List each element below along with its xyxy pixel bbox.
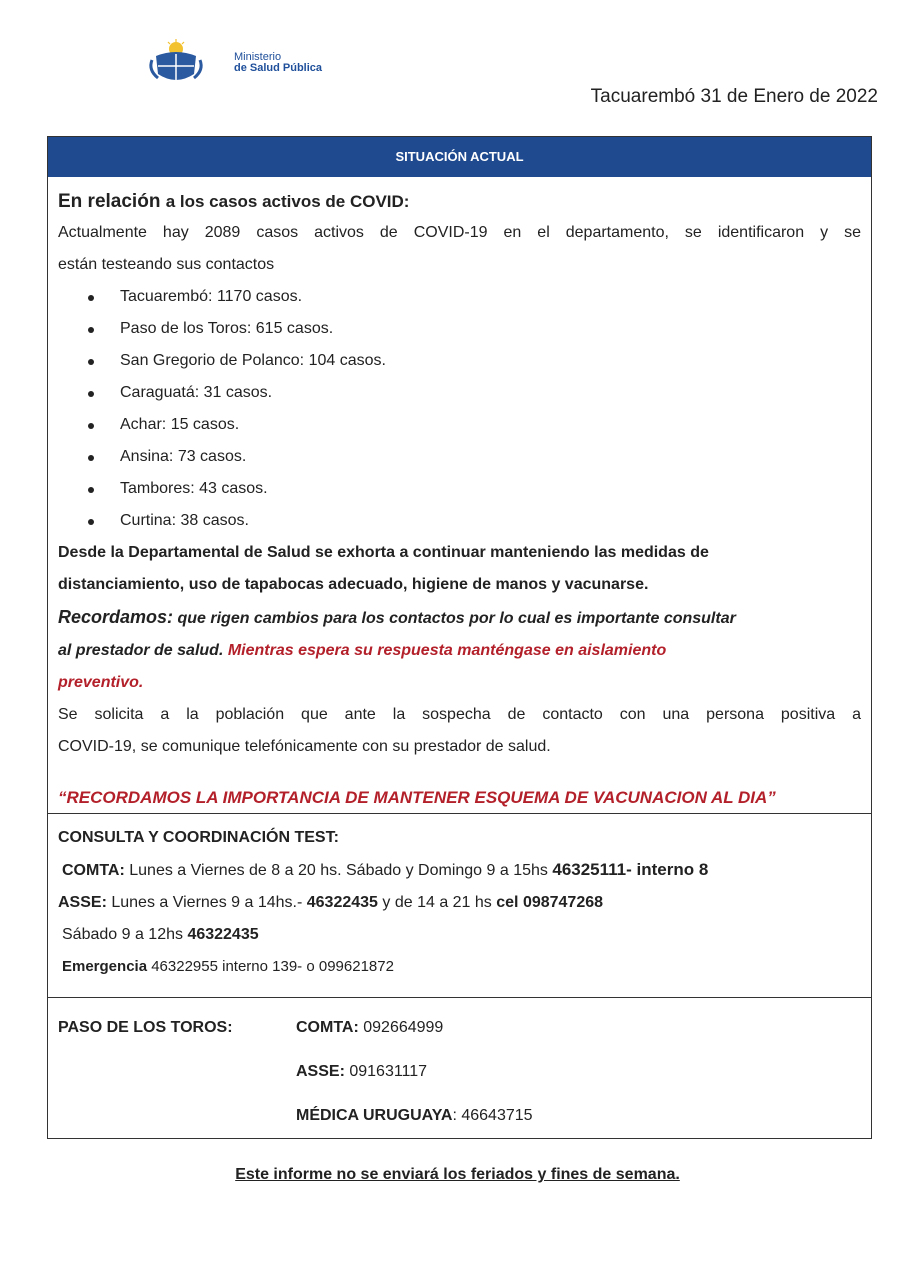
saturday-row: [58, 919, 861, 951]
exhort-line2: distanciamiento, uso de tapabocas adecuado, higiene de manos y vacunarse.: [58, 576, 649, 593]
comta-label: COMTA:: [62, 862, 125, 879]
report-date: Tacuarembó 31 de Enero de 2022: [590, 86, 878, 107]
consulta-title: CONSULTA Y COORDINACIÓN TEST:: [58, 829, 339, 846]
paso-medica: [296, 1094, 533, 1138]
list-item: Paso de los Toros: 615 casos.: [86, 313, 861, 345]
list-item: Tacuarembó: 1170 casos.: [86, 281, 861, 313]
comta-hours: Lunes a Viernes de 8 a 20 hs. Sábado y Domingo 9 a 15hs: [124, 862, 553, 879]
paso-comta-phone: 092664999: [358, 1019, 444, 1036]
recordamos-line2: [58, 635, 861, 667]
paso-comta: [296, 1006, 533, 1050]
ministry-line1: Ministerio: [234, 51, 282, 63]
asse-row: [58, 887, 861, 919]
uruguay-coat-of-arms-icon: [146, 38, 206, 88]
asse-label: ASSE:: [58, 894, 107, 911]
asse-hours2: y de 14 a 21 hs: [377, 894, 497, 911]
ministry-line2: de Salud Pública: [234, 62, 323, 74]
request-line1: Se solicita a la población que ante la sospecha de contacto con una persona positiva a: [58, 706, 861, 723]
active-cases-heading: [58, 187, 861, 217]
asse-hours1: Lunes a Viernes 9 a 14hs.-: [106, 894, 307, 911]
comta-row: [58, 854, 861, 887]
paso-medica-phone: : 46643715: [452, 1107, 533, 1124]
recordamos-line1: [58, 601, 861, 635]
heading-lead: En relación: [58, 191, 166, 212]
sat-phone: 46322435: [187, 926, 259, 943]
asse-phone1: 46322435: [306, 894, 378, 911]
isolation-warning: Mientras espera su respuesta manténgase en aislamiento: [227, 642, 667, 659]
emergency-text: 46322955 interno 139- o 099621872: [147, 958, 394, 975]
heading-rest: a los casos activos de COVID:: [165, 192, 410, 211]
section-banner: SITUACIÓN ACTUAL: [48, 137, 871, 177]
paso-asse: [296, 1050, 533, 1094]
list-item: San Gregorio de Polanco: 104 casos.: [86, 345, 861, 377]
paso-label: PASO DE LOS TOROS:: [58, 1019, 233, 1036]
paso-contacts: [296, 1006, 533, 1138]
consulta-section: [48, 813, 871, 997]
exhort-line1: Desde la Departamental de Salud se exhorta a continuar manteniendo las medidas de: [58, 544, 709, 561]
list-item: Tambores: 43 casos.: [86, 473, 861, 505]
comta-phone: 46325111- interno 8: [552, 860, 709, 879]
paso-asse-label: ASSE:: [296, 1063, 345, 1080]
list-item: Achar: 15 casos.: [86, 409, 861, 441]
report-frame: [47, 136, 872, 1139]
emergency-label: Emergencia: [62, 958, 148, 975]
active-cases-section: [48, 177, 871, 813]
recordamos-word: Recordamos:: [58, 607, 174, 627]
recordamos-text2: al prestador de salud.: [58, 642, 228, 659]
ministry-logo: [146, 38, 322, 88]
paso-comta-label: COMTA:: [296, 1019, 359, 1036]
footer-note: Este informe no se enviará los feriados y fines de semana.: [235, 1166, 680, 1183]
sat-hours: Sábado 9 a 12hs: [62, 926, 188, 943]
asse-cel: cel 098747268: [496, 894, 604, 911]
intro-line1: Actualmente hay 2089 casos activos de COVID-19 en el departamento, se identificaron y se: [58, 224, 861, 241]
intro-line2: están testeando sus contactos: [58, 256, 275, 273]
list-item: Curtina: 38 casos.: [86, 505, 861, 537]
paso-medica-label: MÉDICA URUGUAYA: [296, 1107, 453, 1124]
list-item: Caraguatá: 31 casos.: [86, 377, 861, 409]
list-item: Ansina: 73 casos.: [86, 441, 861, 473]
request-line2: COVID-19, se comunique telefónicamente con su prestador de salud.: [58, 738, 551, 755]
paso-section: [48, 997, 871, 1138]
isolation-warning-end: preventivo.: [58, 674, 144, 691]
emergency-row: [58, 951, 861, 983]
paso-asse-phone: 091631117: [344, 1063, 428, 1080]
vaccination-slogan: “RECORDAMOS LA IMPORTANCIA DE MANTENER ESQUEMA DE VACUNACION AL DIA”: [58, 788, 776, 807]
recordamos-text: que rigen cambios para los contactos por lo cual es importante consultar: [173, 610, 736, 627]
cases-list: [58, 281, 861, 537]
